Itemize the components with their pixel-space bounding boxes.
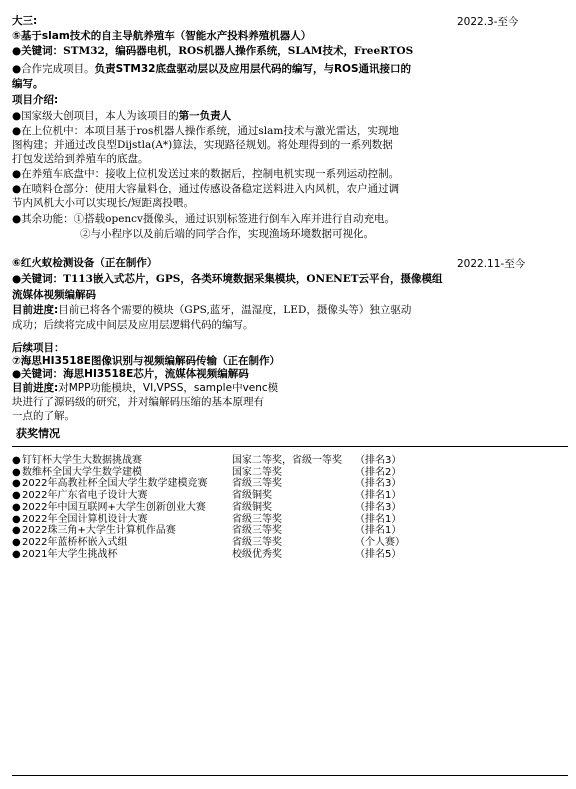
- award-bullet: ●: [12, 513, 21, 525]
- award-rank: （排名1）: [355, 513, 402, 525]
- project2-title: ⑥红火蚁检测设备（正在制作）: [12, 257, 158, 269]
- award-rank: （排名1）: [355, 490, 402, 502]
- project2-keywords: [12, 272, 443, 286]
- award-name: 数维杯全国大学生数学建模: [22, 466, 142, 478]
- project1-intro-heading: 项目介绍:: [12, 94, 59, 106]
- item1-bold: 第一负责人: [178, 110, 232, 122]
- award-level: 省级三等奖: [232, 513, 282, 525]
- project1-contribution-cont: 编写。: [12, 78, 44, 90]
- award-level: 省级三等奖: [232, 525, 282, 537]
- project1-item5-line1: ●其余功能：①搭载opencv摄像头，通过识别标签进行倒车入库并进行自动充电。: [12, 213, 395, 225]
- award-rank: （排名3）: [355, 501, 402, 513]
- project1-keywords: [12, 44, 413, 58]
- award-name: 2022年全国计算机设计大赛: [22, 513, 148, 525]
- keywords-label: ●关键词：: [12, 273, 64, 285]
- project3-period-label: 后续项目：: [12, 342, 65, 354]
- award-rank: （排名3）: [355, 478, 402, 490]
- period-label-junior: 大三:: [12, 15, 38, 27]
- project2-keywords-line2: 流媒体视频编解码: [12, 289, 96, 301]
- project3-progress-line2: 块进行了源码级的研究，并对编解码压缩的基本原理有: [12, 396, 264, 408]
- progress-label: 目前进度:: [12, 304, 59, 316]
- project1-item2-line2: 图构建；并通过改良型Dijstla(A*)算法，实现路径规划。将处理得到的一系列数据: [12, 139, 393, 151]
- awards-heading: 获奖情况: [16, 427, 60, 440]
- award-bullet: ●: [12, 548, 21, 560]
- award-level: 国家二等奖: [232, 466, 282, 478]
- keywords-text: T113嵌入式芯片，GPS，各类环境数据采集模块，ONENET云平台，摄像模组: [63, 273, 443, 285]
- keywords-text: 海思HI3518E芯片，流媒体视频编解码: [63, 368, 249, 380]
- award-bullet: ●: [12, 525, 21, 537]
- project1-item2-line3: 打包发送给到养殖车的底盘。: [12, 153, 149, 165]
- award-rank: （排名3）: [355, 455, 402, 466]
- award-bullet: ●: [12, 466, 21, 478]
- award-rank: （排名1）: [355, 525, 402, 537]
- award-rank: （排名5）: [355, 548, 402, 560]
- award-level: 省级三等奖: [232, 536, 282, 548]
- project1-date: 2022.3-至今: [457, 16, 519, 28]
- award-bullet: ●: [12, 536, 21, 548]
- project1-item3: ●在养殖车底盘中：接收上位机发送过来的数据后，控制电机实现一系列运动控制。: [12, 168, 400, 180]
- award-name: 2022珠三角+大学生计算机作品赛: [22, 525, 176, 537]
- page-bottom-divider: [12, 775, 568, 776]
- contribution-bold: 负责STM32底盘驱动层以及应用层代码的编写，与ROS通讯接口的: [94, 63, 412, 75]
- project2-progress: [12, 303, 411, 317]
- project3-title: ⑦海思HI3518E图像识别与视频编解码传输（正在制作）: [12, 355, 280, 367]
- award-rank: （个人赛）: [355, 536, 405, 548]
- award-bullet: ●: [12, 490, 21, 502]
- project3-keywords: [12, 367, 249, 381]
- award-level: 国家二等奖，省级一等奖: [232, 455, 342, 466]
- award-name: 2021年大学生挑战杯: [22, 548, 118, 560]
- progress-label: 目前进度:: [12, 382, 59, 394]
- project1-item4-line2: 节内风机大小可以实现长/短距离投喂。: [12, 197, 195, 209]
- project2-date: 2022.11-至今: [457, 258, 526, 270]
- progress-text: 对MPP功能模块，VI,VPSS，sample中venc模: [58, 382, 279, 394]
- project2-progress-line2: 成功；后续将完成中间层及应用层逻辑代码的编写。: [12, 319, 254, 331]
- award-name: 2022年高教社杯全国大学生数学建模竞赛: [22, 478, 208, 490]
- project1-item1: [12, 109, 231, 123]
- contribution-plain: ●合作完成项目。: [12, 63, 95, 75]
- project3-progress: [12, 381, 278, 395]
- award-level: 校级优秀奖: [232, 548, 282, 560]
- award-name: 2022年中国互联网+大学生创新创业大赛: [22, 501, 206, 513]
- award-level: 省级三等奖: [232, 478, 282, 490]
- keywords-label: ●关键词：: [12, 45, 64, 57]
- project1-title: ⑤基于slam技术的自主导航养殖车（智能水产投料养殖机器人）: [12, 30, 312, 42]
- award-bullet: ●: [12, 455, 21, 466]
- project3-progress-line3: 一点的了解。: [12, 410, 75, 422]
- awards-divider: [12, 446, 568, 447]
- project1-item4-line1: ●在喷料仓部分：使用大容量料仓，通过传感设备稳定送料进入内风机，农户通过调: [12, 183, 400, 195]
- award-level: 省级铜奖: [232, 501, 272, 513]
- project1-item5-line2: ②与小程序以及前后端的同学合作，实现渔场环境数据可视化。: [80, 228, 374, 240]
- keywords-label: ●关键词：: [12, 368, 64, 380]
- keywords-text: STM32，编码器电机，ROS机器人操作系统，SLAM技术，FreeRTOS: [63, 45, 414, 57]
- item1-plain: ●国家级大创项目，本人为该项目的: [12, 110, 179, 122]
- award-name: 2022年广东省电子设计大赛: [22, 490, 148, 502]
- award-name: 2022年蓝桥杯嵌入式组: [22, 536, 128, 548]
- award-name: 钉钉杯大学生大数据挑战赛: [22, 455, 142, 466]
- award-bullet: ●: [12, 501, 21, 513]
- award-bullet: ●: [12, 478, 21, 490]
- award-level: 省级铜奖: [232, 490, 272, 502]
- project1-item2-line1: ●在上位机中：本项目基于ros机器人操作系统，通过slam技术与激光雷达，实现地: [12, 125, 399, 137]
- award-rank: （排名2）: [355, 466, 402, 478]
- project1-contribution: [12, 62, 411, 76]
- progress-text: 目前已将各个需要的模块（GPS,蓝牙，温湿度，LED，摄像头等）独立驱动: [58, 304, 412, 316]
